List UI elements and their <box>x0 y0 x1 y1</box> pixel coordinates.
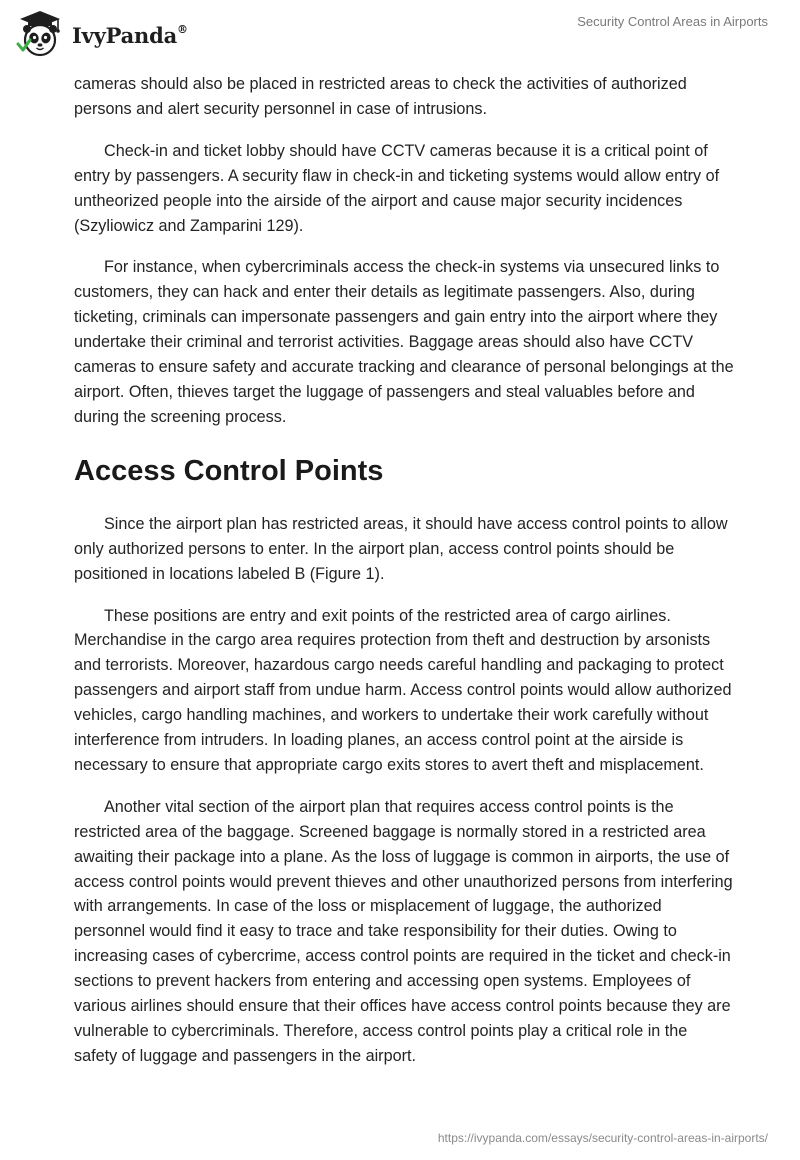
panda-graduate-icon <box>14 8 66 60</box>
paragraph: Check-in and ticket lobby should have CCTV cameras because it is a critical point of entry by passengers. A security flaw in check-in and ticketing systems would allow entry of untheorized people into the airside of the airport and cause major security incidences (Szyliowicz and Zamparini 129). <box>74 141 720 235</box>
section-heading: Access Control Points <box>74 454 384 487</box>
article-body <box>74 72 734 1086</box>
paragraph: Since the airport plan has restricted areas, it should have access control points to allow only authorized persons to enter. In the airport plan, access control points should be positioned in locations labeled B (Figure 1). <box>74 514 728 583</box>
page-header <box>0 0 800 70</box>
source-url[interactable]: https://ivypanda.com/essays/security-control-areas-in-airports/ <box>437 1131 768 1145</box>
brand-name: IvyPanda® <box>72 22 188 48</box>
paragraph: These positions are entry and exit points of the restricted area of cargo airlines. Merchandise in the cargo area requires protection from theft and destruction by arsonists and terrorists. Moreover, hazardous cargo needs careful handling and packaging to protect passengers and airport staff from undue harm. Access control points would allow authorized vehicles, cargo handling machines, and workers to undertake their work carefully without interference from intruders. In loading planes, an access control point at the airside is necessary to ensure that appropriate cargo exits stores to avert theft and misplacement. <box>74 606 732 774</box>
paragraph: For instance, when cybercriminals access the check-in systems via unsecured links to customers, they can hack and enter their details as legitimate passengers. Also, during ticketing, criminals can impersonate passengers and gain entry into the airport where they undertake their criminal and terrorist activities. Baggage areas should also have CCTV cameras to ensure safety and accurate tracking and clearance of personal belongings at the airport. Often, thieves target the luggage of passengers and steal valuables before and during the screening process. <box>74 258 734 426</box>
document-title: Security Control Areas in Airports <box>577 14 768 29</box>
paragraph: cameras should also be placed in restricted areas to check the activities of authorized persons and alert security personnel in case of intrusions. <box>74 75 687 118</box>
registered-mark: ® <box>177 22 188 36</box>
paragraph: Another vital section of the airport plan that requires access control points is the restricted area of the baggage. Screened baggage is normally stored in a restricted area awaiting their package into a plane. As the loss of luggage is common in airports, the use of access control points would prevent thieves and other unauthorized persons from interfering with arrangements. In case of the loss or misplacement of luggage, the authorized personnel would find it easy to trace and take responsibility for their duties. Owing to increasing cases of cybercrime, access control points are required in the ticket and check-in sections to prevent hackers from entering and accessing open systems. Employees of various airlines should ensure that their offices have access control points because they are vulnerable to cybercriminals. Therefore, access control points play a critical role in the safety of luggage and passengers in the airport. <box>74 797 733 1065</box>
brand-logo[interactable] <box>14 8 188 60</box>
